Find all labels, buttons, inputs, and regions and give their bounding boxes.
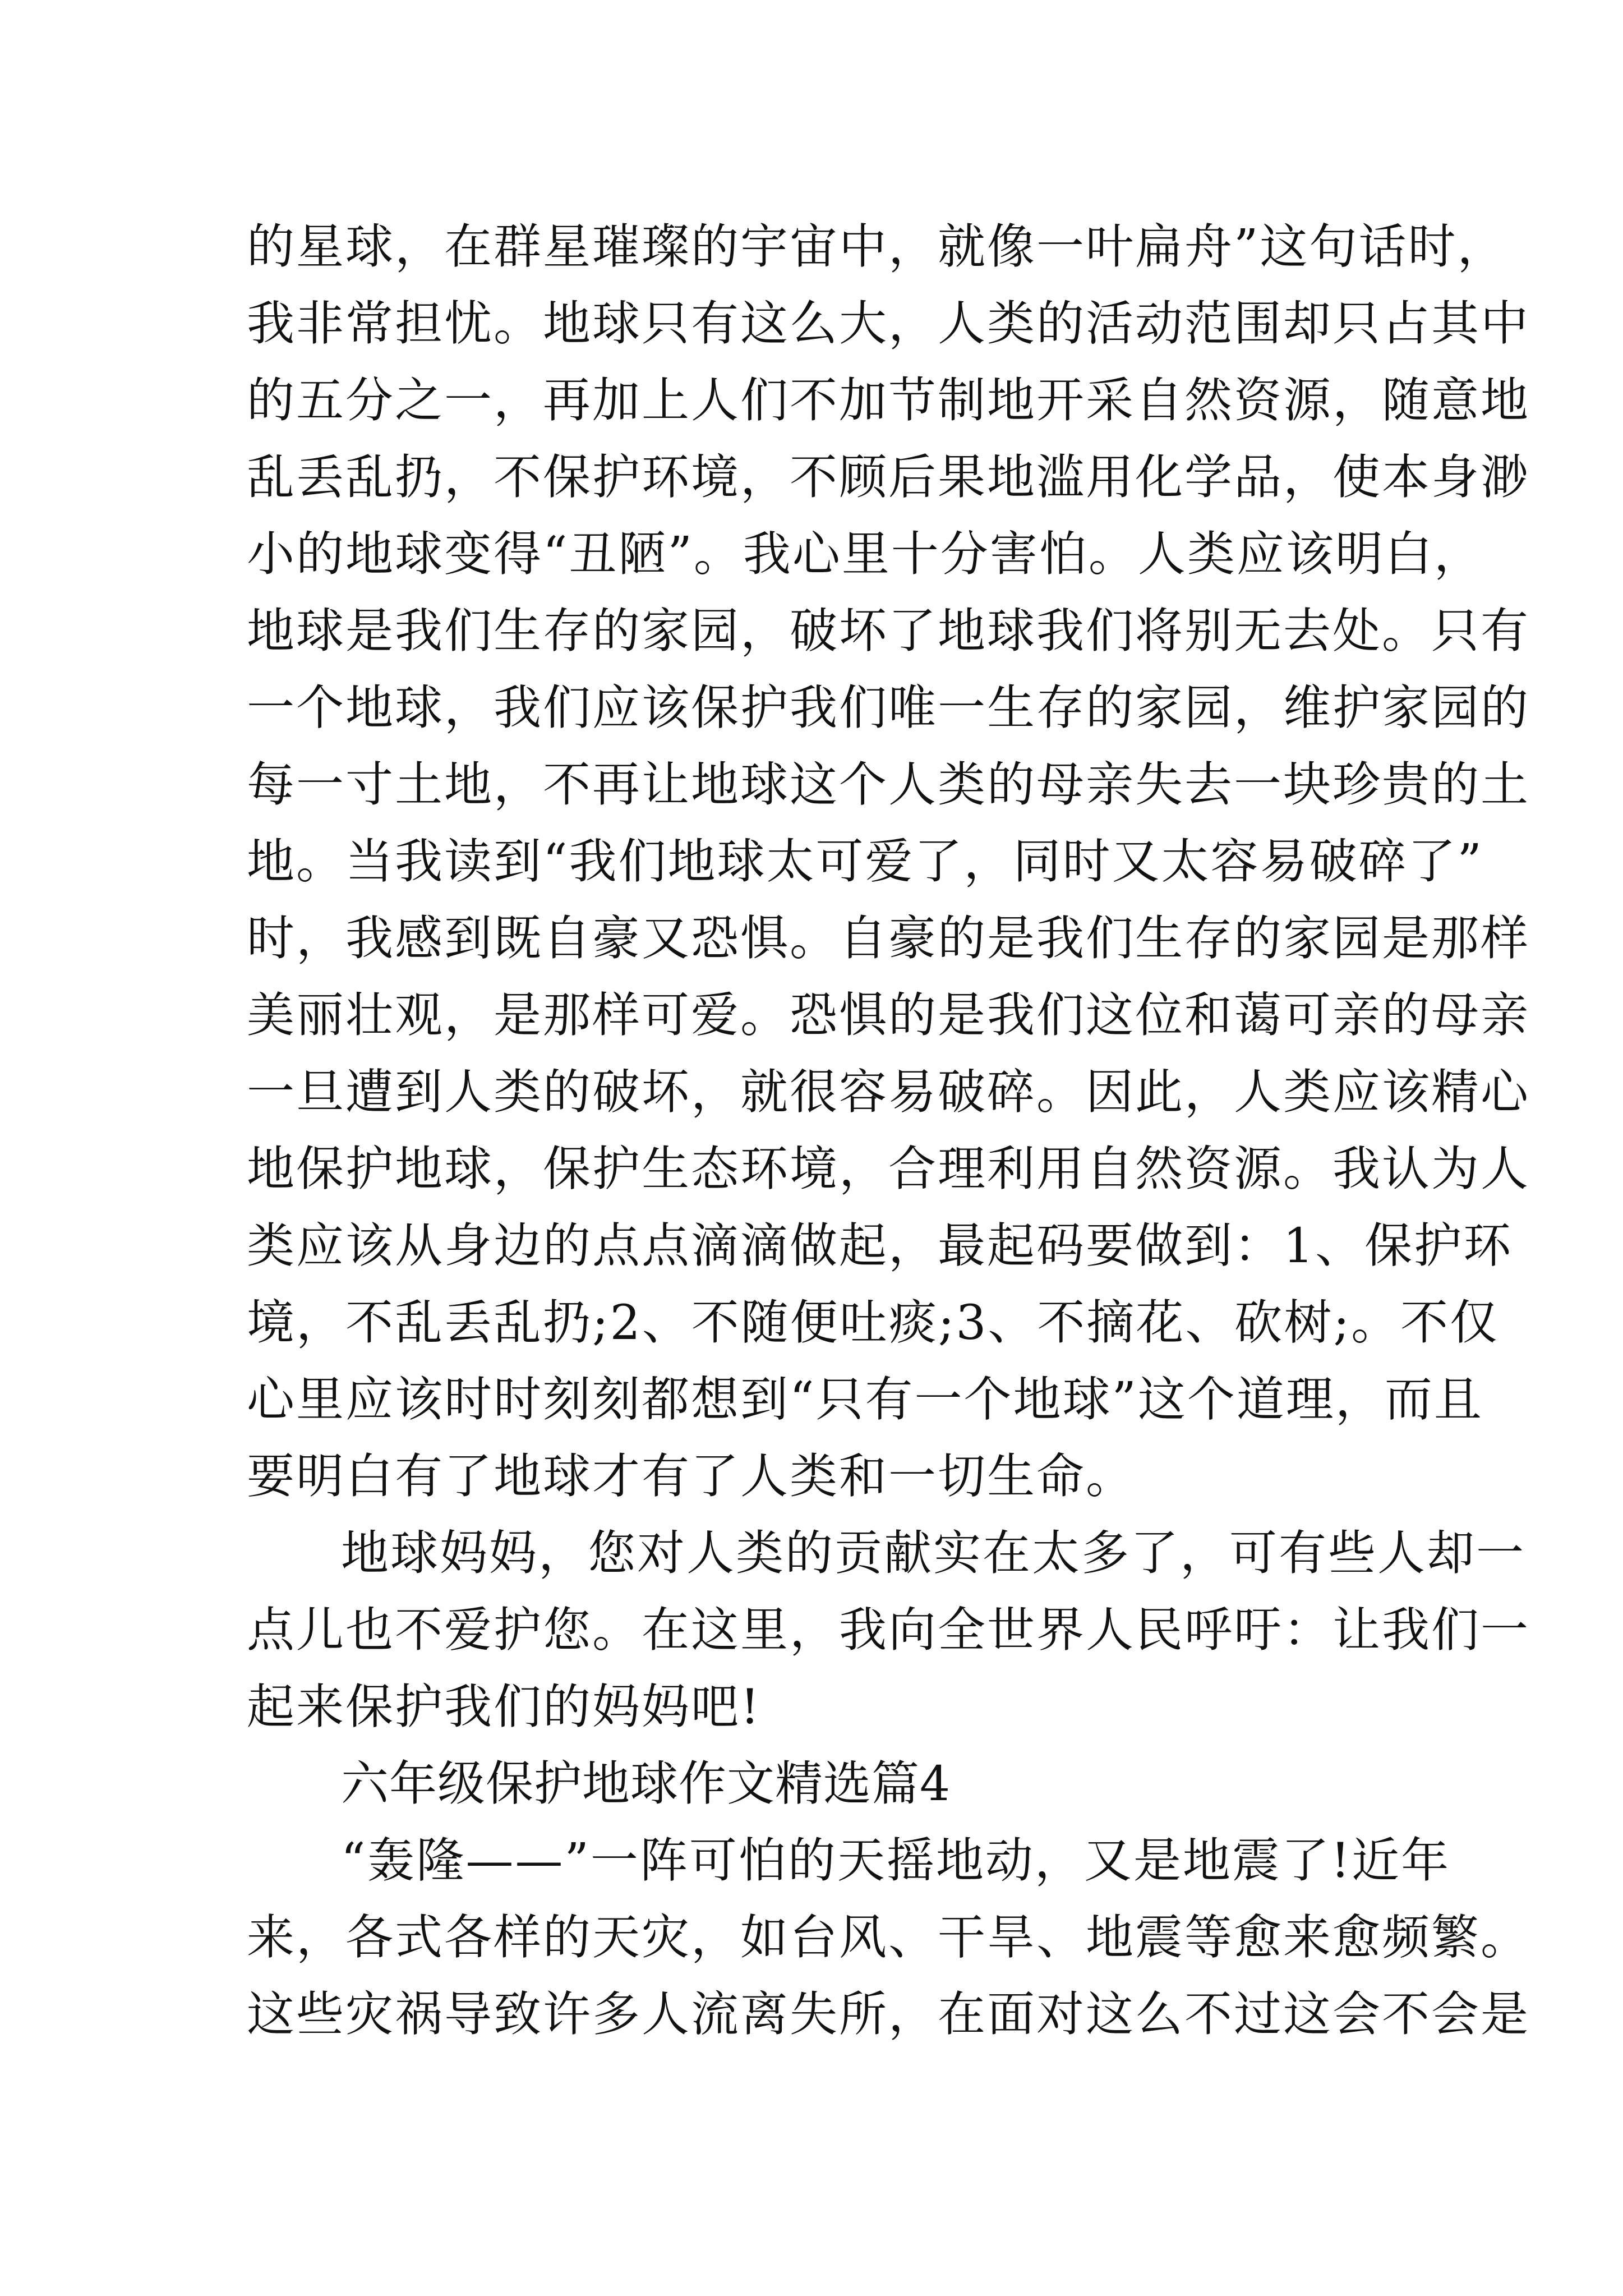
text-line: 点儿也不爱护您。在这里，我向全世界人民呼吁：让我们一 xyxy=(247,1603,1530,1658)
text-line: 地球是我们生存的家园，破坏了地球我们将别无去处。只有 xyxy=(247,604,1530,659)
text-line: 地保护地球，保护生态环境，合理利用自然资源。我认为人 xyxy=(247,1142,1530,1197)
paragraph-start-line: 地球妈妈，您对人类的贡献实在太多了，可有些人却一 xyxy=(341,1526,1526,1581)
text-line: 一个地球，我们应该保护我们唯一生存的家园，维护家园的 xyxy=(247,680,1530,736)
text-line: 来，各式各样的天灾，如台风、干旱、地震等愈来愈频繁。 xyxy=(247,1910,1530,1966)
text-line: 时，我感到既自豪又恐惧。自豪的是我们生存的家园是那样 xyxy=(247,911,1530,967)
text-line: 小的地球变得“丑陋”。我心里十分害怕。人类应该明白， xyxy=(247,527,1483,582)
text-line: 美丽壮观，是那样可爱。恐惧的是我们这位和蔼可亲的母亲 xyxy=(247,988,1530,1043)
text-line: 这些灾祸导致许多人流离失所，在面对这么不过这会不会是 xyxy=(247,1987,1530,2042)
text-line: 的五分之一，再加上人们不加节制地开采自然资源，随意地 xyxy=(247,373,1530,429)
paragraph-start-line: “轰隆——”一阵可怕的天摇地动，又是地震了!近年 xyxy=(341,1833,1451,1889)
body-text xyxy=(247,209,1530,2053)
text-line: 境，不乱丢乱扔;2、不随便吐痰;3、不摘花、砍树;。不仅 xyxy=(247,1295,1500,1351)
text-line: 类应该从身边的点点滴滴做起，最起码要做到：1、保护环 xyxy=(247,1218,1513,1274)
text-line: 起来保护我们的妈妈吧! xyxy=(247,1680,762,1735)
text-line: 一旦遭到人类的破坏，就很容易破碎。因此，人类应该精心 xyxy=(247,1065,1530,1120)
text-line: 的星球，在群星璀璨的宇宙中，就像一叶扁舟”这句话时， xyxy=(247,219,1507,275)
text-line: 我非常担忧。地球只有这么大，人类的活动范围却只占其中 xyxy=(247,296,1530,352)
section-heading: 六年级保护地球作文精选篇4 xyxy=(341,1756,951,1812)
text-line: 地。当我读到“我们地球太可爱了，同时又太容易破碎了” xyxy=(247,834,1483,890)
text-line: 每一寸土地，不再让地球这个人类的母亲失去一块珍贵的土 xyxy=(247,757,1530,813)
text-line: 要明白有了地球才有了人类和一切生命。 xyxy=(247,1449,1136,1504)
text-line: 乱丢乱扔，不保护环境，不顾后果地滥用化学品，使本身渺 xyxy=(247,450,1530,505)
text-line: 心里应该时时刻刻都想到“只有一个地球”这个道理，而且 xyxy=(247,1372,1483,1428)
